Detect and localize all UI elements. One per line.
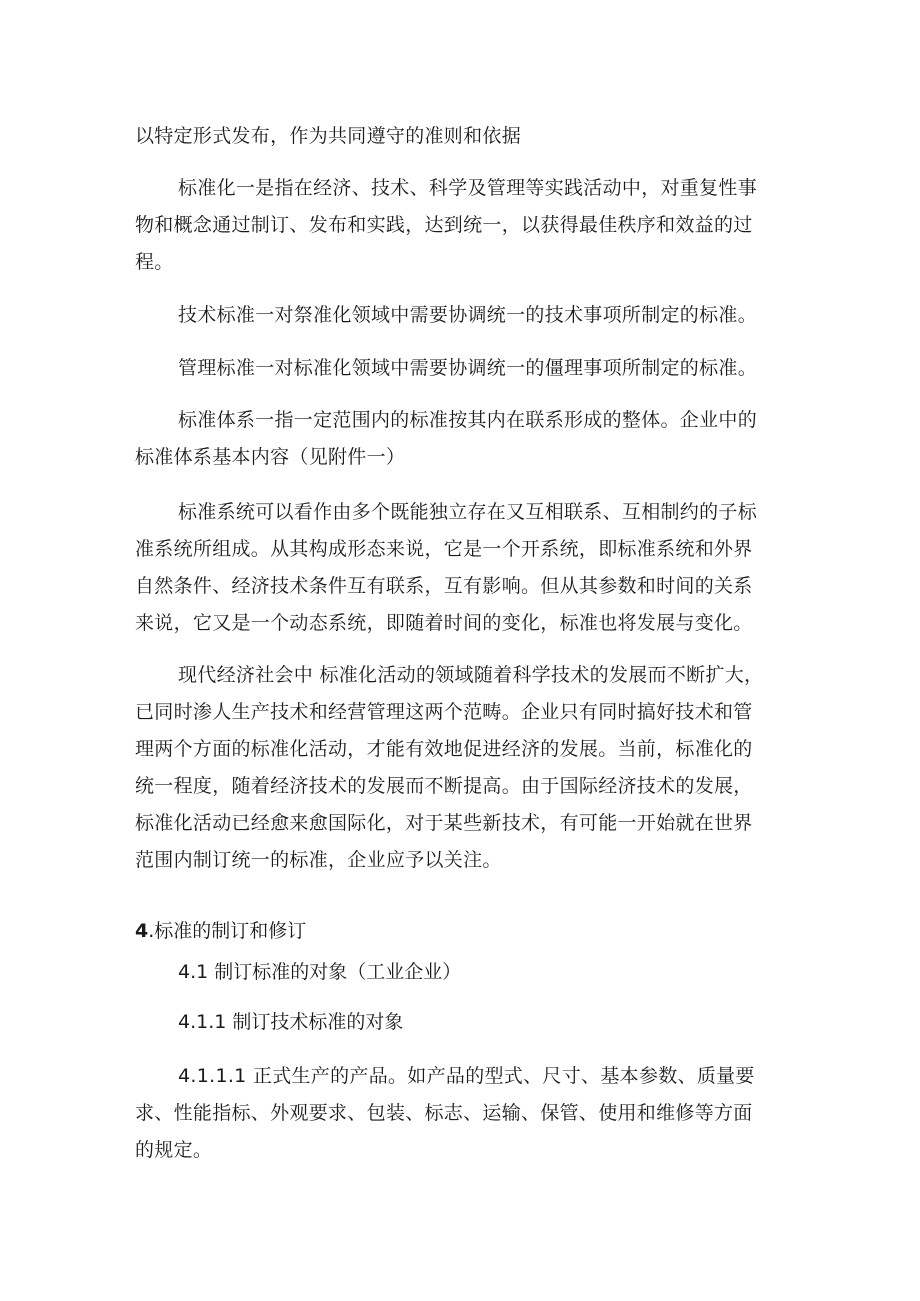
section-heading-4-1-1: [178, 1004, 403, 1041]
text-line: 程。: [135, 251, 174, 273]
text-line: 统一程度，随着经济技术的发展而不断提高。由于国际经济技术的发展，: [135, 775, 753, 797]
section-title: 4.1 制订标准的对象（工业企业）: [178, 961, 462, 983]
text-line: 已同时渗人生产技术和经营管理这两个范畴。企业只有同时搞好技术和管: [135, 701, 753, 723]
text-line: 范围内制订统一的标准，企业应予以关注。: [135, 849, 502, 871]
text-line: 现代经济社会中 标准化活动的领域随着科学技术的发展而不断扩大，: [178, 664, 764, 686]
section-heading-4-1: [178, 954, 461, 991]
paragraph-standardization: [135, 170, 795, 281]
text-line: 标准体系一指一定范围内的标准按其内在联系形成的整体。企业中的: [178, 409, 758, 431]
paragraph-management-standard: [135, 350, 795, 387]
text-line: 准系统所组成。从其构成形态来说，它是一个开系统，即标准系统和外界: [135, 538, 753, 560]
text-line: 理两个方面的标准化活动，才能有效地促进经济的发展。当前，标准化的: [135, 738, 753, 760]
section-number: 4: [135, 920, 149, 942]
text-line: 物和概念通过制订、发布和实践，达到统一，以获得最佳秩序和效益的过: [135, 214, 753, 236]
text-line: 4.1.1.1 正式生产的产品。如产品的型式、尺寸、基本参数、质量要: [178, 1065, 755, 1087]
section-heading-4: [135, 913, 306, 950]
text-line: 的规定。: [135, 1139, 213, 1161]
text-line: 求、性能指标、外观要求、包装、标志、运输、保管、使用和维修等方面: [135, 1102, 753, 1124]
text-line: 标准化活动已经愈来愈国际化，对于某些新技术，有可能一开始就在世界: [135, 812, 753, 834]
text-line: 标准化一是指在经济、技术、科学及管理等实践活动中，对重复性事: [178, 177, 758, 199]
text-line: 来说，它又是一个动态系统，即随着时间的变化，标准也将发展与变化。: [135, 612, 753, 634]
paragraph-technical-standard: [135, 297, 795, 334]
text-line: 自然条件、经济技术条件互有联系，互有影响。但从其参数和时间的关系: [135, 575, 753, 597]
text-line: 以特定形式发布，作为共同遵守的准则和依据: [135, 125, 522, 147]
text-line: 标准体系基本内容（见附件一）: [135, 446, 406, 468]
text-line: 标准系统可以看作由多个既能独立存在又互相联系、互相制约的子标: [178, 501, 758, 523]
section-title: 4.1.1 制订技术标准的对象: [178, 1011, 404, 1033]
paragraph-standard-systems: [135, 494, 795, 642]
text-line: 技术标准一对祭准化领域中需要协调统一的技术事项所制定的标准。: [178, 304, 758, 326]
paragraph-standard-system: [135, 402, 795, 476]
text-line: 管理标准一对标准化领域中需要协调统一的僵理事项所制定的标准。: [178, 357, 758, 379]
section-title: .标准的制订和修订: [148, 920, 307, 942]
paragraph-4-1-1-1: [135, 1058, 795, 1169]
paragraph-modern-economy: [135, 657, 795, 879]
paragraph-opening: [135, 118, 795, 155]
